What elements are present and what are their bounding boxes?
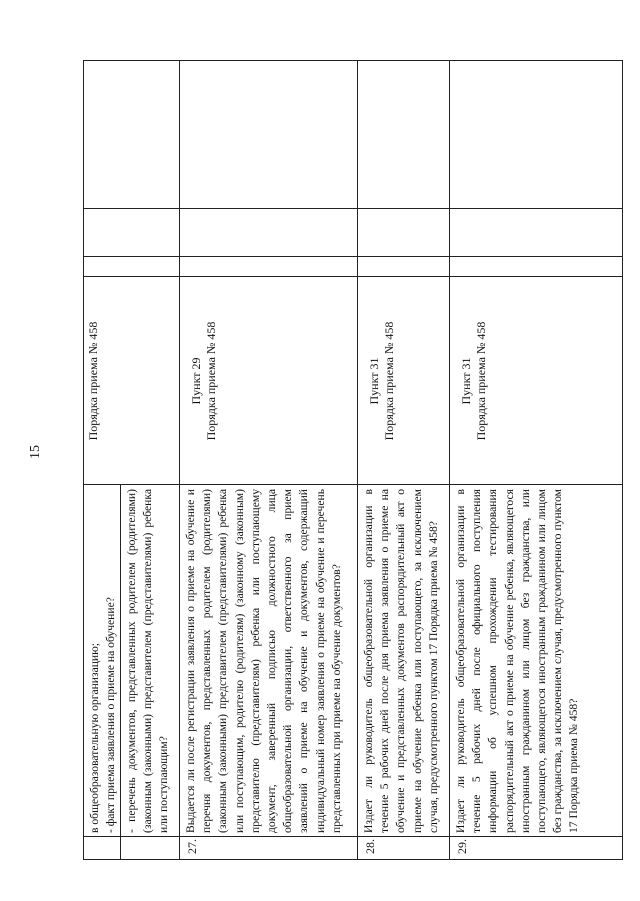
column-divider	[83, 256, 623, 257]
column-divider	[83, 208, 623, 209]
row-divider	[120, 485, 121, 860]
legal-reference-cell	[179, 277, 357, 485]
question-cell	[120, 485, 179, 837]
reference-document: Порядка приема № 458	[204, 321, 218, 441]
column-divider	[83, 484, 623, 485]
row-divider	[179, 60, 180, 860]
checklist-table-frame	[83, 60, 623, 860]
reference-point: Пункт 29	[189, 357, 203, 405]
question-text: - факт приема заявления о приеме на обучение?	[104, 597, 118, 833]
question-cell	[179, 485, 357, 837]
row-number	[83, 837, 120, 860]
table-border	[622, 60, 623, 860]
reference-document: Порядка приема № 458	[86, 321, 100, 441]
question-cell	[449, 485, 623, 837]
row-divider	[357, 60, 358, 860]
row-divider	[449, 60, 450, 860]
checklist-table	[83, 60, 623, 860]
question-cell	[83, 485, 120, 837]
table-border	[83, 859, 623, 860]
column-divider	[83, 276, 623, 277]
table-row	[449, 60, 623, 860]
column-divider	[83, 836, 623, 837]
row-number: 29.	[455, 839, 469, 854]
question-text: - перечень документов, представленных родителем (родителями) (законным (законными) представителем (представителями) ребенка или поступающим?	[125, 489, 171, 833]
reference-point: Пункт 31	[459, 357, 473, 405]
table-border	[83, 60, 623, 61]
reference-document: Порядка приема № 458	[474, 321, 488, 441]
row-number: 28.	[363, 839, 377, 854]
question-cell	[357, 485, 449, 837]
question-text: Выдается ли после регистрации заявления о приеме на обучение и перечня документов, представленных родителем (родителями) (законным (законными) представителем (представителями) ребенка или поступающим, родителю (родителям) (законному (законным) представителю (представителям) ребенка или поступающему документ, заверенный подписью должностного лица общеобразовательной организации, ответственного за прием заявлений о приеме на обучение и документов, содержащий индивидуальный номер заявления о приеме на обучение и перечень представленных при приеме на обучение документов?	[184, 489, 343, 833]
row-number	[120, 837, 179, 860]
page-number: 15	[28, 445, 43, 459]
table-row	[179, 60, 357, 860]
row-number: 27.	[185, 839, 199, 854]
table-row	[120, 60, 179, 860]
table-row	[83, 60, 120, 860]
legal-reference-cell	[449, 277, 623, 485]
question-text: Издает ли руководитель общеобразовательной организации в течение 5 рабочих дней после дня приема заявления о приеме на обучение и представленных документов распорядительный акт о приеме на обучение ребенка или поступающего, за исключением случая, предусмотренного пунктом 17 Порядка приема № 458?	[362, 489, 440, 833]
table-border	[83, 60, 84, 860]
question-text: в общеобразовательную организацию;	[88, 642, 101, 833]
reference-point: Пункт 31	[367, 357, 381, 405]
legal-reference-cell	[357, 277, 449, 485]
table-row	[357, 60, 449, 860]
question-text: Издает ли руководитель общеобразовательной организации в течение 5 рабочих дней после официального поступления информации об успешном прохождении тестирования распорядительный акт о приеме на обучение ребенка, являющегося иностранным гражданином или лицом без гражданства, или поступающего, являющегося иностранным гражданином или лицом без гражданства, за исключением случая, предусмотренного пунктом 17 Порядка приема № 458?	[454, 489, 581, 833]
reference-document: Порядка приема № 458	[382, 321, 396, 441]
